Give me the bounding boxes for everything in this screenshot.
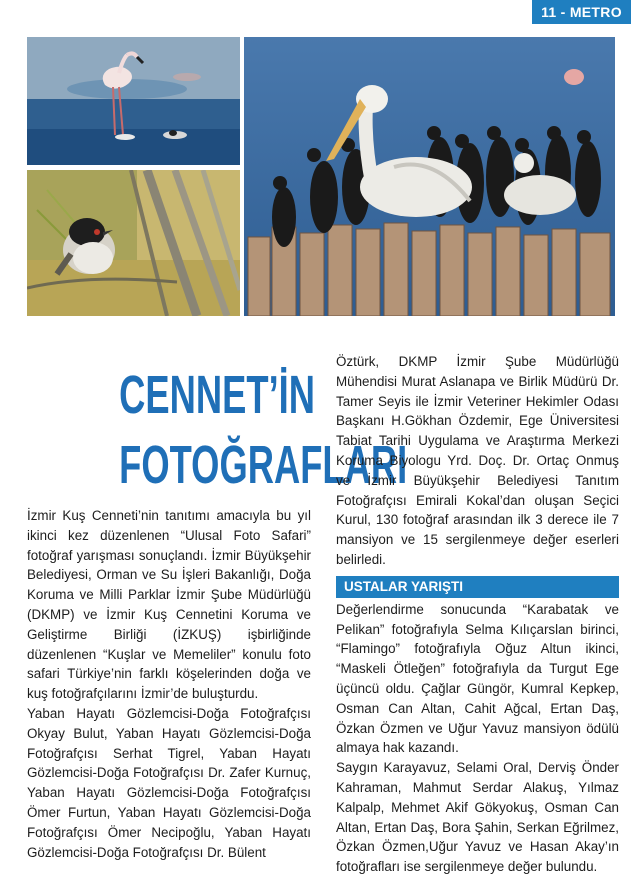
- article-paragraph: Değerlendirme sonucunda “Karabatak ve Pelikan” fotoğrafıyla Selma Kılıçarslan birinci, “Flamingo” fotoğrafıyla Oğuz Altun ikinci, “Maskeli Ötleğen” fotoğrafıyla da Turgut Ege üçüncü oldu. Çağlar Güngör, Kumral Kepkep, Osman Can Altan, Cahit Ağcal, Ertan Daş, Özkan Özmen ve Uğur Yavuz mansiyon ödülü almaya hak kazandı.: [336, 601, 619, 756]
- article-column-right: [336, 352, 619, 877]
- headline-line-2: FOTOĞRAFLARI: [119, 435, 408, 495]
- pelican-cormorant-photo: [244, 37, 615, 316]
- article-paragraph: Yaban Hayatı Gözlemcisi-Doğa Fotoğrafçısı Okyay Bulut, Yaban Hayatı Gözlemcisi-Doğa Fotoğrafçısı Serhat Tigrel, Yaban Hayatı Gözlemcisi-Doğa Fotoğrafçısı Dr. Zafer Kurnuç, Yaban Hayatı Gözlemcisi-Doğa Fotoğrafçısı Ömer Furtun, Yaban Hayatı Gözlemcisi-Doğa Fotoğrafçısı Ömer Necipoğlu, Yaban Hayatı Gözlemcisi-Doğa Fotoğrafçısı Dr. Bülent: [27, 705, 311, 860]
- article-paragraph: Öztürk, DKMP İzmir Şube Müdürlüğü Mühendisi Murat Aslanapa ve Birlik Müdürü Dr. Tamer Seyis ile İzmir Veteriner Hekimler Odası Başkanı H.Gökhan Özdemir, Ege Üniversitesi Tabiat Tarihi Uygulama ve Araştırma Merkezi Koruma Biyologu Yrd. Doç. Dr. Ortaç Onmuş ve İzmir Büyükşehir Belediyesi Tanıtım Fotoğrafçısı Emirali Kokal’dan oluşan Seçici Kurul, 130 fotoğraf arasından ilk 3 derece ile 7 mansiyon ve 15 sergilenmeye değer eserleri belirledi.: [336, 354, 619, 567]
- article-paragraph: İzmir Kuş Cenneti’nin tanıtımı amacıyla bu yıl ikinci kez düzenlenen “Ulusal Foto Safari” fotoğraf yarışması sonuçlandı. İzmir Büyükşehir Belediyesi, Orman ve Su İşleri Bakanlığı, Doğa Koruma ve Milli Parklar İzmir Şube Müdürlüğü (DKMP) ve İzmir Kuş Cennetini Koruma ve Geliştirme Birliği (İZKUŞ) işbirliğinde düzenlenen “Kuşlar ve Memeliler” konulu foto safari Türkiye’nin farklı köşelerinden doğa ve kuş fotoğrafçılarını İzmir’de buluşturdu.: [27, 508, 311, 702]
- flamingo-photo: [27, 37, 240, 165]
- headline-line-1: CENNET’İN: [119, 365, 316, 425]
- warbler-photo: [27, 170, 240, 316]
- section-subheading: USTALAR YARIŞTI: [336, 576, 619, 598]
- article-headline: [119, 360, 408, 500]
- article-column-left: [27, 506, 311, 862]
- article-paragraph: Saygın Karayavuz, Selami Oral, Derviş Önder Kahraman, Mahmut Serdar Alakuş, Yılmaz Kalpalp, Mehmet Akif Gökyokuş, Osman Can Altan, Ertan Daş, Bora Şahin, Serkan Eğrilmez, Özkan Özmen,Uğur Yavuz ve Hasan Akay’ın fotoğrafları ise sergilenmeye değer bulundu.: [336, 760, 619, 875]
- page-number-tag: 11 - METRO: [532, 0, 631, 24]
